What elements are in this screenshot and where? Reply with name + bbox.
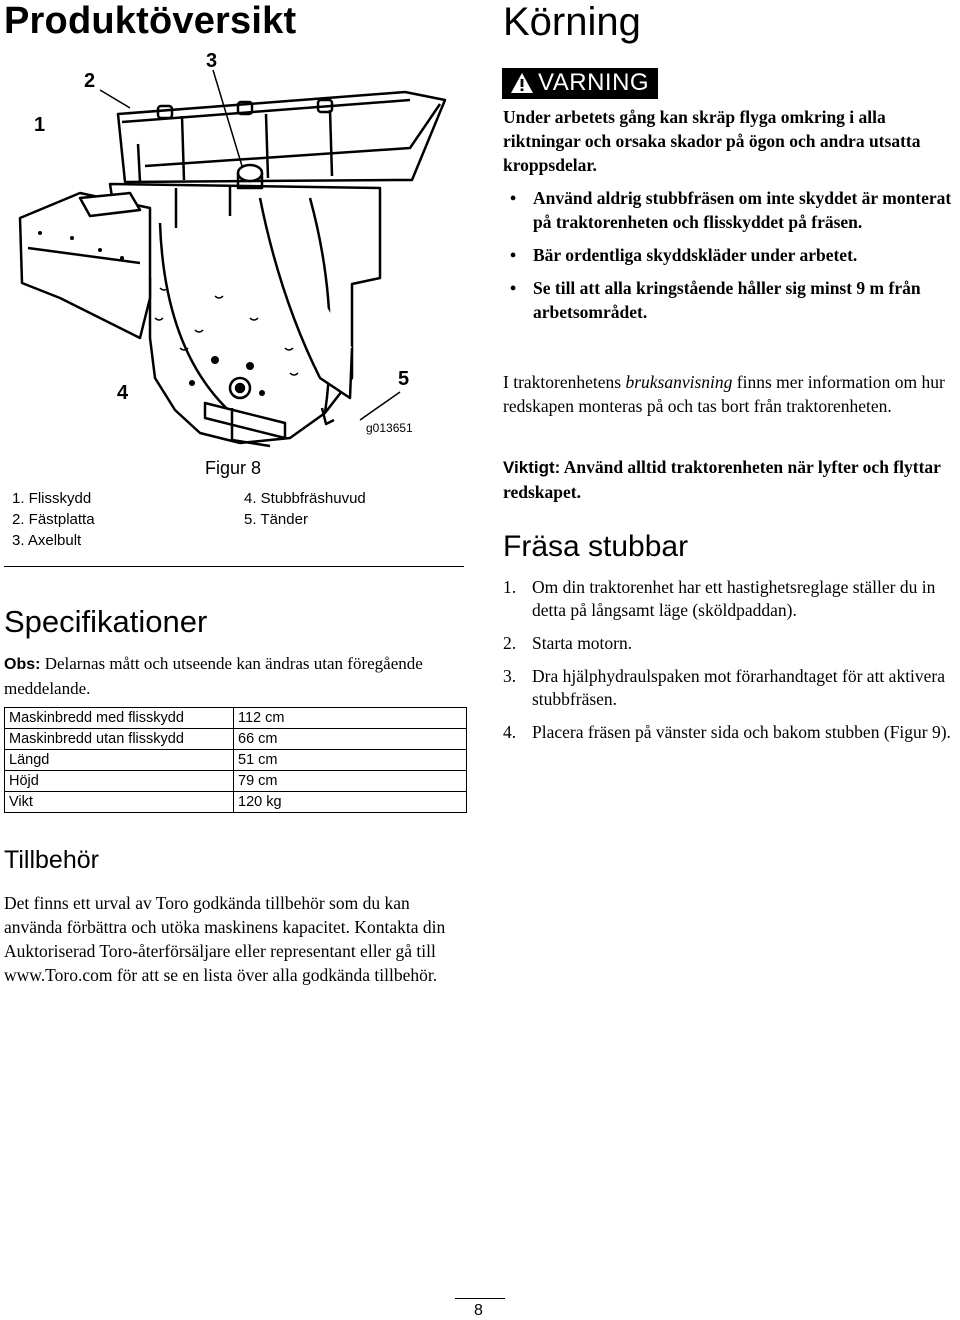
bullet-icon: • [510,245,517,265]
important-note [503,455,953,504]
step-number: 3. [503,666,517,686]
step-number: 1. [503,577,517,597]
table-row [5,771,467,792]
list-item [503,632,958,655]
step-number: 4. [503,722,517,742]
table-row [5,792,467,813]
legend-item: 3. Axelbult [12,532,82,549]
list-item [503,721,958,744]
figure-callout-1: 1 [34,114,46,136]
spec-value: 79 cm [234,771,467,792]
step-text: Dra hjälphydraulspaken mot förarhandtaget för att aktivera stubbfräsen. [532,666,946,709]
legend-item: 2. Fästplatta [12,511,95,528]
legend-item: 5. Tänder [244,511,308,528]
manual-reference: bruksanvisning [625,372,733,392]
warning-triangle-icon [510,72,534,94]
section-title-tillbehor: Tillbehör [4,846,99,874]
list-item [503,186,955,234]
important-label: Viktigt: [503,458,561,477]
figure-legend-left [12,488,95,551]
list-item [503,243,955,267]
steps-list [503,576,958,754]
figure-code: g013651 [366,421,413,435]
step-text: Om din traktorenhet har ett hastighetsreglage ställer du in detta på långsamt läge (sköldpaddan). [532,577,936,620]
important-text: Använd alltid traktorenheten när lyfter och flyttar redskapet. [503,457,941,502]
figure-caption: Figur 8 [205,458,262,478]
warning-text: Under arbetets gång kan skräp flyga omkring i alla riktningar och orsaka skador på ögon och andra utsatta kroppsdelar. [503,107,921,175]
spec-label: Maskinbredd utan flisskydd [5,729,234,750]
spec-value: 120 kg [234,792,467,813]
spec-label: Höjd [5,771,234,792]
note-label: Obs: [4,656,41,673]
bullet-text: Använd aldrig stubbfräsen om inte skyddet är monterat på traktorenheten och flisskyddet på fräsen. [533,188,952,232]
stump-grinder-illustration [0,48,470,458]
step-text: Starta motorn. [532,633,633,653]
legend-item: 1. Flisskydd [12,490,92,507]
legend-item: 4. Stubbfräshuvud [244,490,366,507]
list-item [503,665,958,711]
bullet-text: Bär ordentliga skyddskläder under arbetet. [533,245,858,265]
page-number-rule [455,1298,505,1299]
warning-label: VARNING [538,69,650,96]
spec-label: Vikt [5,792,234,813]
accessories-paragraph: Det finns ett urval av Toro godkända tillbehör som du kan använda förbättra och utöka maskinens kapacitet. Kontakta din Auktoriserad Toro-återförsäljare eller representant eller gå till www.Toro.com för att se en lista över alla godkända tillbehör. [4,893,446,985]
section-title-produktoversikt: Produktöversikt [4,0,297,42]
note-text: Delarnas mått och utseende kan ändras utan föregående meddelande. [4,654,423,698]
figure-legend-right [244,488,366,530]
step-number: 2. [503,633,517,653]
spec-table [4,707,467,813]
bullet-icon: • [510,278,517,298]
section-title-korning: Körning [503,0,641,44]
bullet-text: Se till att alla kringstående håller sig minst 9 m från arbetsområdet. [533,278,921,322]
spec-value: 51 cm [234,750,467,771]
section-title-frasa-stubbar: Fräsa stubbar [503,530,689,563]
info-text-after: finns mer information om hur redskapen monteras på och tas bort från traktorenheten. [503,372,945,416]
info-text-before: I traktorenhetens [503,372,626,392]
section-title-specifikationer: Specifikationer [4,604,208,639]
step-text: Placera fräsen på vänster sida och bakom stubben (Figur 9). [532,722,951,742]
warning-badge [502,68,658,99]
bullet-icon: • [510,188,517,208]
section-divider [4,566,464,567]
list-item [503,276,955,324]
list-item [503,576,958,622]
figure-callout-5: 5 [398,368,410,390]
page-number: 8 [474,1302,483,1319]
product-figure [0,48,470,458]
figure-callout-4: 4 [117,382,129,404]
spec-note [4,652,459,701]
table-row [5,750,467,771]
info-paragraph [503,370,953,418]
table-row [5,729,467,750]
figure-callout-3: 3 [206,50,218,72]
spec-value: 112 cm [234,708,467,729]
spec-label: Maskinbredd med flisskydd [5,708,234,729]
figure-callout-2: 2 [84,70,96,92]
spec-label: Längd [5,750,234,771]
warning-bullet-list [503,186,955,333]
table-row [5,708,467,729]
spec-value: 66 cm [234,729,467,750]
